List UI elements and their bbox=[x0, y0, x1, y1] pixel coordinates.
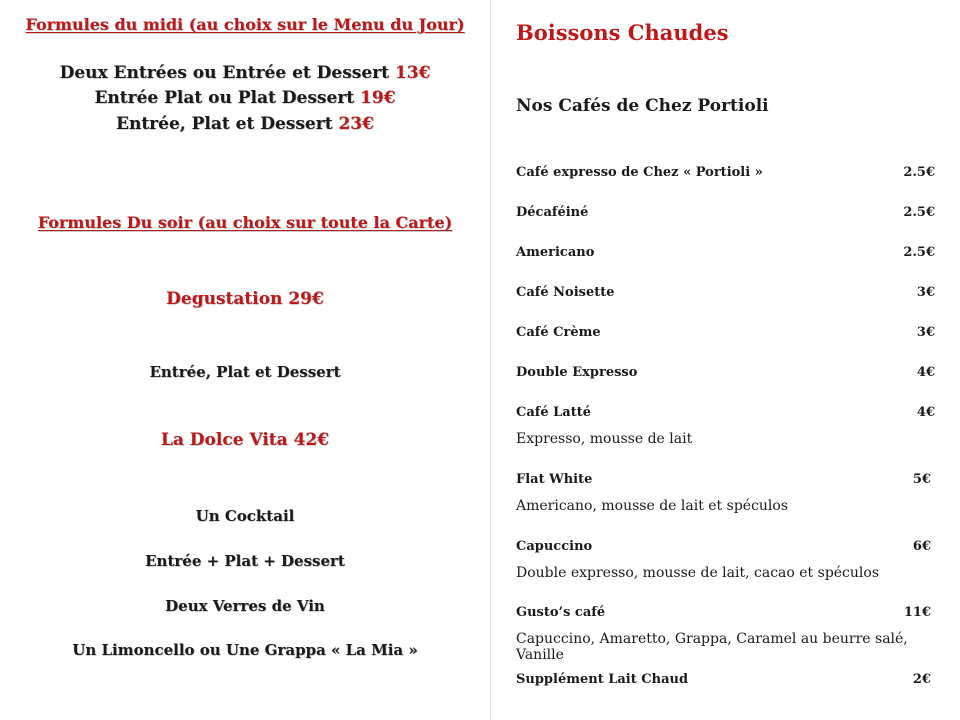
item-name: Double Expresso bbox=[516, 365, 638, 380]
midi-line-1-text: Deux Entrées ou Entrée et Dessert bbox=[59, 63, 395, 83]
item-price: 2.5€ bbox=[903, 165, 935, 180]
item-name: Capuccino bbox=[516, 539, 593, 554]
item-name: Flat White bbox=[516, 472, 593, 487]
item-price: 6€ bbox=[912, 539, 931, 554]
item-description: Expresso, mousse de lait bbox=[516, 431, 693, 447]
item-price: 2.5€ bbox=[903, 205, 935, 220]
item-price: 4€ bbox=[916, 405, 935, 420]
midi-line-2-text: Entrée Plat ou Plat Dessert bbox=[94, 88, 361, 108]
item-price: 2.5€ bbox=[903, 245, 935, 260]
item-name: Café Noisette bbox=[516, 285, 615, 300]
item-name: Café Crème bbox=[516, 325, 601, 340]
midi-line-3-text: Entrée, Plat et Dessert bbox=[116, 114, 339, 134]
dolce-vita-title: La Dolce Vita 42€ bbox=[160, 430, 330, 450]
item-price: 4€ bbox=[916, 365, 935, 380]
item-description: Double expresso, mousse de lait, cacao et spéculos bbox=[516, 565, 880, 581]
midi-line-2-price: 19€ bbox=[360, 88, 396, 108]
midi-line-1 bbox=[0, 63, 490, 83]
item-name: Café expresso de Chez « Portioli » bbox=[516, 165, 763, 180]
dolce-line-2: Entrée + Plat + Dessert bbox=[145, 552, 345, 570]
boissons-title: Boissons Chaudes bbox=[516, 20, 729, 45]
soir-heading: Formules Du soir (au choix sur toute la Carte) bbox=[37, 213, 453, 232]
right-menu-page bbox=[491, 0, 960, 720]
dolce-line-1: Un Cocktail bbox=[195, 507, 295, 525]
item-price: 2€ bbox=[912, 672, 931, 687]
item-price: 3€ bbox=[916, 285, 935, 300]
item-description: Capuccino, Amaretto, Grappa, Caramel au beurre salé, Vanille bbox=[516, 631, 908, 663]
midi-line-3-price: 23€ bbox=[338, 114, 374, 134]
midi-line-2 bbox=[0, 88, 490, 108]
item-name: Americano bbox=[516, 245, 595, 260]
item-description: Americano, mousse de lait et spéculos bbox=[516, 498, 789, 514]
midi-line-3 bbox=[0, 114, 490, 134]
item-name: Gusto’s café bbox=[516, 605, 606, 620]
degustation-desc: Entrée, Plat et Dessert bbox=[149, 363, 341, 381]
item-name: Café Latté bbox=[516, 405, 592, 420]
degustation-title: Degustation 29€ bbox=[166, 289, 324, 309]
dolce-line-4: Un Limoncello ou Une Grappa « La Mia » bbox=[72, 641, 418, 659]
item-name: Supplément Lait Chaud bbox=[516, 672, 689, 687]
item-price: 5€ bbox=[912, 472, 931, 487]
cafes-subtitle: Nos Cafés de Chez Portioli bbox=[516, 96, 769, 116]
item-price: 11€ bbox=[903, 605, 931, 620]
midi-heading: Formules du midi (au choix sur le Menu du Jour) bbox=[25, 15, 465, 34]
midi-line-1-price: 13€ bbox=[394, 63, 431, 83]
item-price: 3€ bbox=[916, 325, 935, 340]
item-name: Décaféiné bbox=[516, 205, 589, 220]
dolce-line-3: Deux Verres de Vin bbox=[165, 597, 325, 615]
